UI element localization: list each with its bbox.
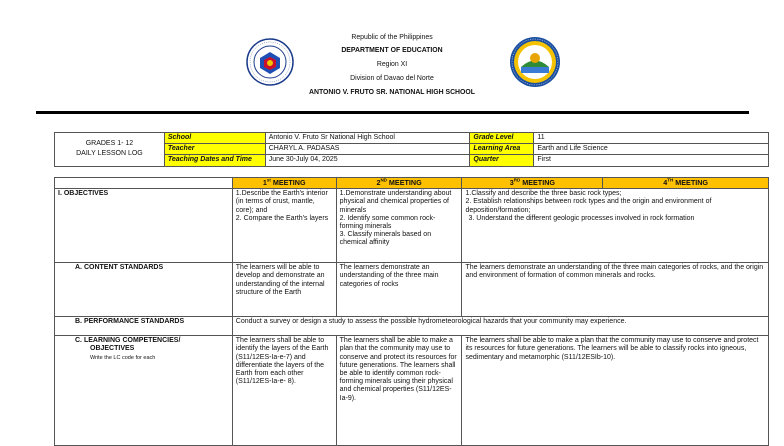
performance-standards-text: Conduct a survey or design a study to assess the possible hydrometeorological hazards that your community may experience. [232,317,768,336]
objectives-m34: 1.Classify and describe the three basic rock types; 2. Establish relationships between rock types and the origin and environment of deposition/formation; 3. Understand the different geologic processes involved in rock formation [462,189,769,263]
header-country: Republic of the Philippines [351,32,433,41]
teacher-value: CHARYL A. PADASAS [265,144,470,155]
grade-level-label: Grade Level [470,133,534,144]
grade-level-value: 11 [534,133,769,144]
grades-label: GRADES 1- 12 [85,140,134,148]
meeting-4-header: 4TH MEETING [603,178,769,189]
competencies-label-cell [55,336,233,446]
info-table [54,132,769,167]
header-school: ANTONIO V. FRUTO SR. NATIONAL HIGH SCHOOL [308,87,476,96]
quarter-value: First [534,155,769,166]
content-standards-m2: The learners demonstrate an understanding of the three main categories of rocks [336,263,462,317]
school-value: Antonio V. Fruto Sr National High School [265,133,470,144]
competencies-label-2: OBJECTIVES [90,345,135,353]
dll-label: DAILY LESSON LOG [76,150,143,158]
competencies-m1: The learners shall be able to identify the layers of the Earth (S11/12ES-Ia-e-7) and differentiate the layers of the Earth from each other (S11/12ES-Ia-e- 8). [232,336,336,446]
meeting-3-header: 3RD MEETING [462,178,603,189]
dates-value: June 30-July 04, 2025 [265,155,470,166]
content-standards-m1: The learners will be able to develop and demonstrate an understanding of the internal structure of the Earth [232,263,336,317]
competencies-m2: The learners shall be able to make a plan that the community may use to conserve and protect its resources for future generations. The learners shall be able to identify common rock-forming minerals using their physical and chemical properties (S11/12ES-Ia-9). [336,336,462,446]
competencies-m34: The learners shall be able to make a plan that the community may use to conserve and protect its resources for future generations. The learners will be able to classify rocks into igneous, sedimentary and metamorphic (S11/12ESIb-10). [462,336,769,446]
competencies-note: Write the LC code for each [90,354,156,361]
meeting-1-header: 1st MEETING [232,178,336,189]
grades-cell [55,133,165,167]
teacher-label: Teacher [164,144,265,155]
meeting-2-header: 2ND MEETING [336,178,462,189]
header-division: Division of Davao del Norte [350,73,434,82]
content-standards-m34: The learners demonstrate an understanding of the three main categories of rocks, and the origin and environment of formation of common minerals and rocks. [462,263,769,317]
competencies-label-1: C. LEARNING COMPETENCIES/ [75,337,181,345]
meeting-header-blank [55,178,233,189]
lesson-table [54,177,769,446]
objectives-m1: 1.Describe the Earth's interior (in terms of crust, mantle, core); and 2. Compare the Earth's layers [232,189,336,263]
header-department: DEPARTMENT OF EDUCATION [341,45,443,54]
school-label: School [164,133,265,144]
header-region: Region XI [376,59,408,68]
performance-standards-label: B. PERFORMANCE STANDARDS [55,317,233,336]
objectives-label: I. OBJECTIVES [55,189,233,263]
quarter-label: Quarter [470,155,534,166]
objectives-m2: 1.Demonstrate understanding about physical and chemical properties of minerals 2. Identify some common rock-forming minerals 3. Classify minerals based on chemical affinity [336,189,462,263]
learning-area-value: Earth and Life Science [534,144,769,155]
dates-label: Teaching Dates and Time [164,155,265,166]
content-standards-label: A. CONTENT STANDARDS [55,263,233,317]
header-divider [36,111,749,114]
learning-area-label: Learning Area [470,144,534,155]
